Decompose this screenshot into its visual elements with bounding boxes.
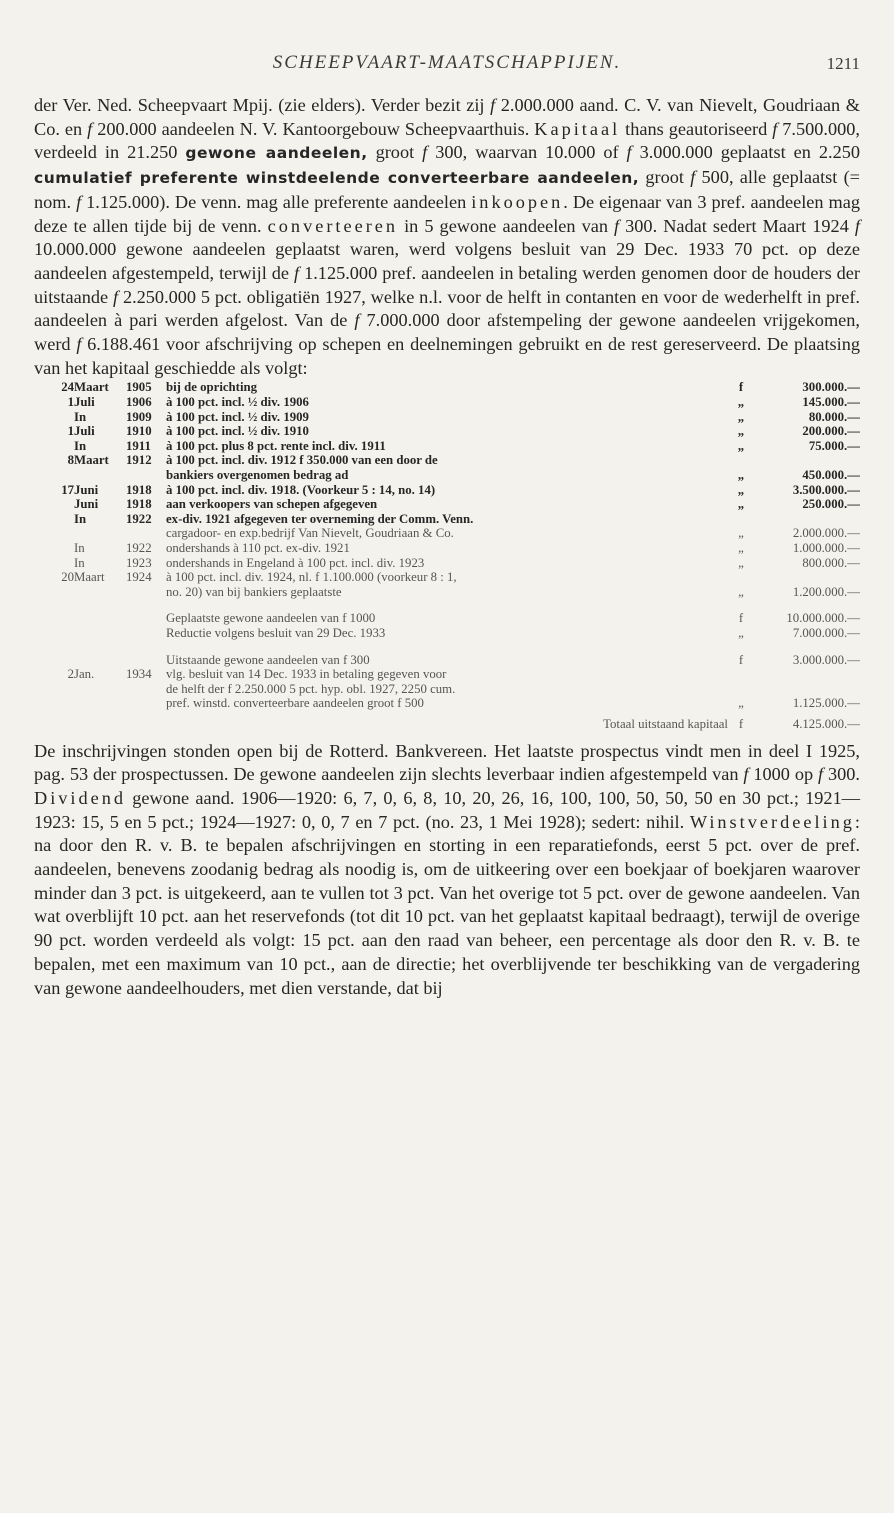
row-amount [754,512,860,527]
text-run: 7.000.000 door afstempeling der gewone aandeelen vrijgekomen, werd [34,310,860,355]
date-month: In [74,540,85,555]
table-spacer [34,599,860,611]
currency-mark: „ [737,497,745,512]
currency-mark [728,512,754,527]
winstverdeeling-heading: Winstverdeeling [689,811,855,832]
date-year [126,682,166,697]
date-spacer [34,611,166,626]
table-row [34,497,860,512]
currency-mark: „ [737,482,745,497]
florin-sign: f [743,764,749,785]
row-description: à 100 pct. incl. ½ div. 1906 [166,395,309,410]
florin-sign: f [76,334,82,355]
row-amount: 300.000.— [802,380,860,395]
row-amount: 450.000.— [802,468,860,482]
date-year: 1906 [126,395,152,410]
row-amount: 1.000.000.— [792,540,860,555]
date-year [126,696,166,711]
date-spacer [34,711,166,732]
row-description: pref. winstd. converteerbare aandeelen groot f 500 [166,696,424,711]
date-month [74,526,126,541]
date-year [126,585,166,600]
currency-mark: „ [738,625,744,640]
table-row [34,711,860,732]
table-row [34,653,860,668]
florin-sign: f [818,764,824,785]
preferente-aandeelen-term: cumulatief preferente winstdeelende converteerbare aandeelen, [34,169,640,188]
date-year: 1909 [126,409,152,424]
date-month: Maart [74,453,109,468]
text-run: 1.125.000 pref. aandeelen in betaling werden genomen door de houders der uitstaande [34,262,861,307]
table-row [34,611,860,626]
currency-mark: f [738,380,744,395]
row-description: ex-div. 1921 afgegeven ter overneming der Comm. Venn. [166,511,474,526]
date-spacer [34,626,166,641]
date-day [34,682,74,697]
row-description: à 100 pct. incl. ½ div. 1910 [166,424,309,439]
running-title: SCHEEPVAART-MAATSCHAPPIJEN. [272,52,622,73]
date-day [34,585,74,600]
row-amount [754,682,860,697]
date-month [74,696,126,711]
date-month: Maart [74,380,109,395]
row-amount: 3.000.000.— [792,652,860,667]
table-row [34,439,860,454]
date-day [34,696,74,711]
row-amount: 75.000.— [808,438,860,453]
florin-sign: f [690,167,696,188]
text-run: groot [639,167,691,188]
date-month: Juni [74,482,99,497]
florin-sign: f [112,286,119,307]
table-row [34,682,860,697]
row-amount: 250.000.— [802,497,860,512]
florin-sign: f [87,118,93,139]
text-run: 200.000 aandeelen N. V. Kantoorgebouw Scheepvaarthuis. [92,118,535,139]
row-amount: 80.000.— [808,409,860,424]
text-run: : na door den R. v. B. te bepalen afschrijvingen en storting in een reparatiefonds, eerst 5 pct. over de pref. aandeelen, benevens zoodanig bedrag als noodig is, om de uitkeering over een boekjaar of boekjaren waarover minder dan 3 pct. is uitgekeerd, aan te vullen tot 3 pct. Van het overige tot 5 pct. over de gewone aandeelen. Van wat overblijft 10 pct. aan het reservefonds (tot dit 10 pct. van het geplaatst kapitaal bedraagt), terwijl de overige 90 pct. worden verdeeld als volgt: 15 pct. aan den raad van beheer, een percentage als door den R. v. B. te bepalen, met een maximum van 10 pct., aan de directie; het overblijvende ter beschikking van de vergadering van gewone aandeelhouders, met dien verstande, dat bij [34,811,860,998]
row-description: Uitstaande gewone aandeelen van f 300 [166,652,370,667]
date-day [34,439,74,454]
row-amount [754,667,860,682]
text-run: De inschrijvingen stonden open bij de Rotterd. Bankvereen. Het laatste prospectus vindt men in deel I 1925, pag. 53 der prospectussen. De gewone aandeelen zijn slechts leverbaar indien afgestempeld van [34,740,860,785]
closing-paragraph [34,740,860,1001]
text-run: 1.125.000). De venn. mag alle preferente aandeelen [81,191,472,212]
date-month: In [74,438,87,453]
date-year: 1918 [126,482,152,497]
date-month [74,585,126,600]
row-amount: 2.000.000.— [792,526,860,541]
date-day [34,556,74,571]
row-amount [754,453,860,468]
text-run: . De eigenaar van 3 pref. aandeelen mag deze te allen tijde bij de venn. [34,191,860,236]
table-row [34,453,860,468]
text-run: 300. [823,764,861,785]
text-run: 2.000.000 aand. C. V. van Nievelt, Goudriaan & Co. en [34,95,860,139]
date-year: 1922 [126,511,152,526]
currency-mark: „ [738,526,744,541]
row-description: Totaal uitstaand kapitaal [603,716,728,731]
currency-mark [728,667,754,682]
text-run: 10.000.000 gewone aandeelen geplaatst waren, werd volgens besluit van 29 Dec. 1933 70 pct. op deze aandeelen afgestempeld, terwijl de [34,239,860,283]
table-row [34,424,860,439]
row-amount: 1.125.000.— [792,696,860,711]
florin-sign: f [294,262,300,283]
capital-placement-table [34,380,860,731]
text-run: der Ver. Ned. Scheepvaart Mpij. (zie elders). Verder bezit zij [34,95,491,115]
currency-mark: „ [737,438,745,453]
date-year: 1923 [126,555,152,570]
date-year [126,526,166,541]
row-amount: 4.125.000.— [792,716,860,731]
row-description: à 100 pct. plus 8 pct. rente incl. div. 1911 [166,438,386,453]
date-month [74,682,126,697]
date-month: Juni [74,497,99,512]
florin-sign: f [490,95,496,115]
date-month: In [74,511,87,526]
date-year: 1912 [126,453,152,468]
date-year: 1911 [126,438,151,453]
row-description: no. 20) van bij bankiers geplaatste [166,584,342,599]
florin-sign: f [626,142,632,163]
row-description: de helft der f 2.250.000 5 pct. hyp. obl. 1927, 2250 cum. [166,681,456,696]
currency-mark: „ [738,555,744,570]
text-run: 300, waarvan 10.000 of [427,142,627,163]
currency-mark: f [738,652,744,667]
spacer-cell [34,599,860,611]
currency-mark: „ [737,424,745,439]
date-month [74,653,126,668]
table-row [34,570,860,585]
text-run: 2.250.000 5 pct. obligatiën 1927, welke n.l. voor de helft in contanten en voor de wederhelft in pref. aandeelen à pari werden afgelost. Van de [34,286,860,331]
text-run: in 5 gewone aandeelen van [398,215,615,236]
table-spacer [34,641,860,653]
row-description: Reductie volgens besluit van 29 Dec. 1933 [166,625,386,640]
date-day: 24 [61,380,74,395]
text-run: gewone aand. 1906—1920: 6, 7, 0, 6, 8, 10, 20, 26, 16, 100, 100, 50, 50, 50 en 30 pct.; 1921—1923: 15, 5 en 5 pct.; 1924—1927: 0, 0, 7 en 7 pct. (no. 23, 1 Mei 1928); sedert: nihil. [34,787,860,832]
text-run: thans geautoriseerd [620,118,773,139]
row-description: aan verkoopers van schepen afgegeven [166,497,378,512]
page-number: 1211 [826,54,860,73]
currency-mark: „ [738,584,744,599]
row-description: à 100 pct. incl. ½ div. 1909 [166,409,309,424]
row-description: à 100 pct. incl. div. 1918. (Voorkeur 5 : 14, no. 14) [166,482,436,497]
page-header [34,0,860,86]
currency-mark [728,682,754,697]
inkoopen-term: inkoopen [471,191,564,212]
date-year [126,653,166,668]
date-day: 20 [61,570,74,585]
kapitaal-heading: Kapitaal [534,118,621,139]
table-row [34,541,860,556]
currency-mark [728,570,754,585]
table-row [34,395,860,410]
date-day [34,497,74,512]
text-run: 500, alle geplaatst (= nom. [34,167,860,212]
text-run: 300. Nadat sedert Maart 1924 [619,215,855,236]
row-description: bankiers overgenomen bedrag ad [166,468,349,482]
date-day: 8 [67,453,74,468]
row-description: ondershands à 110 pct. ex-div. 1921 [166,540,350,555]
row-amount: 1.200.000.— [792,584,860,599]
date-month: Juli [74,424,95,439]
row-amount [754,570,860,585]
table-row [34,483,860,498]
date-month: In [74,409,87,424]
table-row [34,626,860,641]
row-description: à 100 pct. incl. div. 1912 f 350.000 van een door de [166,453,438,468]
table-row [34,667,860,682]
table-row [34,556,860,571]
date-year: 1910 [126,424,152,439]
dividend-heading: Dividend [34,787,127,808]
currency-mark: „ [737,409,745,424]
date-day [34,468,74,483]
text-run: 1000 op [748,764,819,785]
row-amount: 10.000.000.— [786,611,860,626]
spacer-cell [34,641,860,653]
florin-sign: f [614,215,620,236]
currency-mark: „ [738,540,744,555]
converteeren-term: converteeren [267,215,399,236]
row-description: vlg. besluit van 14 Dec. 1933 in betaling gegeven voor [166,667,447,682]
text-run: 7.500.000, verdeeld in 21.250 [34,118,860,163]
table-row [34,585,860,600]
date-month [74,468,126,483]
table-row [34,526,860,541]
currency-mark: „ [737,395,745,410]
date-day [34,410,74,425]
row-description: cargadoor- en exp.bedrijf Van Nievelt, Goudriaan & Co. [166,526,454,541]
text-run: 3.000.000 geplaatst en 2.250 [631,142,861,163]
date-day: 1 [67,395,74,410]
row-description: à 100 pct. incl. div. 1924, nl. f 1.100.000 (voorkeur 8 : 1, [166,570,457,585]
date-year: 1922 [126,540,152,555]
date-year: 1924 [126,570,152,585]
table-row [34,468,860,483]
row-amount: 7.000.000.— [792,625,860,640]
florin-sign: f [354,310,360,331]
date-month: Maart [74,570,105,585]
row-description: Geplaatste gewone aandeelen van f 1000 [166,611,376,626]
row-description: bij de oprichting [166,380,258,395]
table-row [34,410,860,425]
currency-mark: „ [738,696,744,711]
date-day: 1 [67,424,74,439]
row-amount: 3.500.000.— [792,482,860,497]
row-description: ondershands in Engeland à 100 pct. incl. div. 1923 [166,555,425,570]
currency-mark: f [738,611,744,626]
date-day [34,653,74,668]
intro-paragraph [34,94,860,380]
currency-mark: „ [737,468,745,482]
florin-sign: f [854,215,860,236]
date-month: Jan. [74,667,95,682]
date-day: 17 [61,482,74,497]
currency-mark [728,453,754,468]
date-day [34,526,74,541]
date-year: 1934 [126,667,152,682]
date-day [34,512,74,527]
gewone-aandeelen-term: gewone aandeelen, [185,144,368,163]
row-amount: 200.000.— [802,424,860,439]
table-row [34,696,860,711]
date-month: Juli [74,395,95,410]
date-year: 1918 [126,497,152,512]
florin-sign: f [772,118,778,139]
date-month: In [74,555,85,570]
row-amount: 800.000.— [802,555,860,570]
date-year: 1905 [126,380,152,395]
table-row [34,380,860,395]
text-run: 6.188.461 voor afschrijving op schepen en deelnemingen gebruikt en de rest gereserveerd. De plaatsing van het kapitaal geschiedde als volgt: [34,334,860,378]
date-day [34,541,74,556]
date-year [126,468,166,483]
text-run: groot [367,142,423,163]
date-day: 2 [67,667,74,682]
ledger-body [34,380,860,731]
florin-sign: f [422,142,428,163]
table-row [34,512,860,527]
florin-sign: f [76,191,82,212]
currency-mark: f [738,716,744,731]
row-amount: 145.000.— [802,395,860,410]
